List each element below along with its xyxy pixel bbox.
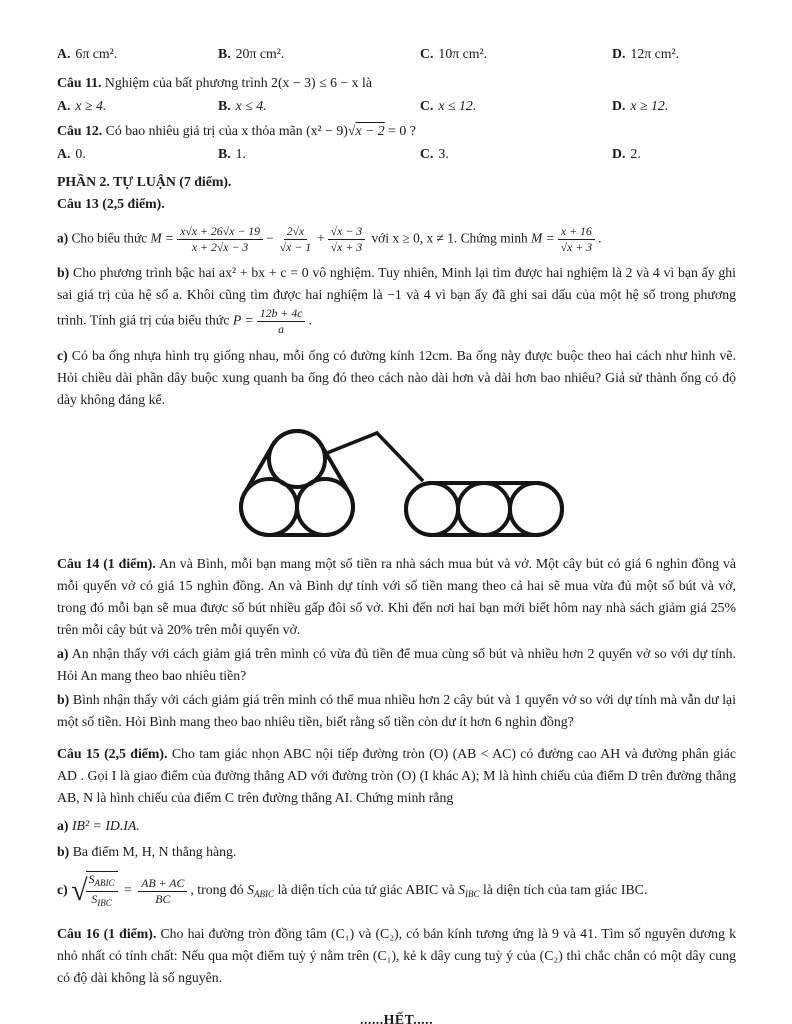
area-symbol: S	[247, 882, 254, 898]
q14b-label: b)	[57, 692, 70, 707]
answer-letter: D.	[612, 46, 626, 61]
q16-text: Cho hai đường tròn đồng tâm (C₁) và (C₂), có bán kính tương ứng là 9 và 41. Tìm số nguyên dương k nhỏ nhất có tính chất: Nếu qua một điểm tuỳ ý nằm trên (C₁), kẻ k dây cung tuỳ ý của (C₂) thì chắc chắn có một dây cung có độ dài không là số nguyên.	[57, 926, 736, 985]
q15c-text-3: là diện tích của tam giác IBC.	[479, 882, 648, 898]
q15c-text-2: là diện tích của tứ giác ABIC và	[274, 882, 459, 898]
q13b-text: Cho phương trình bậc hai ax² + bx + c = 0 vô nghiệm. Tuy nhiên, Minh lại tìm được hai nghiệm là 2 và 4 vì bạn ấy ghi sai giá trị của hệ số a. Khôi cũng tìm được hai nghiệm là −1 và 4 vì bạn ấy đã ghi sai dấu của một hệ số trong phương trình. Tính giá trị của biểu thức	[57, 265, 736, 328]
answer-text: 2.	[630, 146, 641, 161]
answer-text: x ≤ 12.	[438, 98, 477, 113]
answer-letter: C.	[420, 98, 434, 113]
pipes-figure-svg	[227, 419, 567, 545]
answer-text: 10π cm².	[438, 46, 488, 61]
answer-letter: B.	[218, 98, 231, 113]
q13c-label: c)	[57, 348, 68, 363]
q13a-intro: Cho biểu thức	[68, 230, 151, 246]
answer-text: x ≥ 12.	[630, 98, 669, 113]
q13b-p-equals: P =	[232, 312, 254, 328]
operator-minus: −	[266, 230, 274, 246]
sqrt-radical-sign: √	[71, 874, 88, 907]
answer-option-b	[218, 95, 420, 117]
q15b-label: b)	[57, 844, 70, 859]
q15b-text: Ba điểm M, H, N thẳng hàng.	[69, 844, 237, 859]
area-subscript: IBC	[97, 898, 112, 908]
fraction-denominator: √x + 3	[330, 240, 363, 254]
sqrt-sign: √	[347, 123, 356, 138]
fraction-numerator: 12b + 4c	[257, 306, 306, 322]
fraction-denominator: BC	[155, 891, 171, 906]
fraction-2	[277, 224, 314, 255]
answer-letter: A.	[57, 46, 71, 61]
answer-letter: B.	[218, 146, 231, 161]
q12-text-1: Có bao nhiêu giá trị của x thỏa mãn (x² − 9)	[102, 123, 348, 138]
answer-option-c	[420, 43, 612, 65]
answer-text: 20π cm².	[235, 46, 285, 61]
q16-number: Câu 16 (1 điểm).	[57, 926, 157, 941]
answer-option-b	[218, 143, 420, 165]
q14-number: Câu 14 (1 điểm).	[57, 556, 156, 571]
q15a-line	[57, 815, 736, 837]
q13-heading: Câu 13 (2,5 điểm).	[57, 196, 165, 211]
q16-paragraph	[57, 923, 736, 989]
q13c-text: Có ba ống nhựa hình trụ giống nhau, mỗi ống có đường kính 12cm. Ba ống này được buộc theo hai cách như hình vẽ. Hỏi chiều dài phần dây buộc xung quanh ba ống đó theo cách nào dài hơn và dài hơn bao nhiêu? Giả sử thành ống có độ dày không đáng kể.	[57, 348, 736, 407]
area-symbol: S	[91, 892, 98, 906]
q12-text-2: = 0 ?	[384, 123, 416, 138]
q14a-paragraph	[57, 643, 736, 687]
area-symbol: S	[458, 882, 466, 898]
answer-option-a	[57, 43, 218, 65]
q15c-label: c)	[57, 882, 68, 898]
part2-heading: PHẦN 2. TỰ LUẬN (7 điểm).	[57, 174, 232, 189]
q13a-condition: với x ≥ 0, x ≠ 1. Chứng minh	[368, 230, 532, 246]
fraction-denominator: √x − 1	[279, 240, 312, 254]
area-subscript: ABIC	[254, 889, 274, 900]
answer-row-q11	[57, 95, 736, 117]
answer-option-c	[420, 143, 612, 165]
sqrt-argument: x − 2	[355, 123, 385, 138]
answer-letter: B.	[218, 46, 231, 61]
q13a-formula	[57, 224, 736, 255]
q14b-text: Bình nhận thấy với cách giảm giá trên mình có thể mua nhiều hơn 2 cây bút và 1 quyển vở so với dự tính mà vẫn dư lại một số tiền. Hỏi Bình mang theo bao nhiêu tiền, biết rằng số tiền còn dư ít hơn 6 nghìn đồng?	[57, 692, 736, 729]
q12-number: Câu 12.	[57, 123, 103, 138]
fraction-numerator: x + 16	[558, 224, 595, 240]
q14b-paragraph	[57, 689, 736, 733]
q13a-label: a)	[57, 230, 69, 246]
operator-plus: +	[317, 230, 325, 246]
q14-stem	[57, 553, 736, 641]
equals-sign: =	[124, 882, 132, 898]
fraction-under-radical	[86, 871, 118, 911]
rope-line	[327, 433, 423, 481]
fraction-denominator: a	[278, 322, 285, 336]
q14a-text: An nhận thấy với cách giảm giá trên mình có vừa đủ tiền để mua cùng số bút và nhiều hơn 2 quyển vở so với dự tính. Hỏi An mang theo bao nhiêu tiền?	[57, 646, 736, 683]
q15c-line	[57, 871, 736, 911]
q12-stem	[57, 120, 736, 142]
answer-option-d	[612, 95, 736, 117]
q15-text: Cho tam giác nhọn ABC nội tiếp đường tròn (O) (AB < AC) có đường cao AH và đường phân giác AD . Gọi I là giao điểm của đường thẳng AD với đường tròn (O) (I khác A); M là hình chiếu của điểm D trên đường thẳng AB, N là hình chiếu của điểm C trên đường thẳng AI. Chứng minh rằng	[57, 746, 736, 805]
q15b-line	[57, 841, 736, 863]
q14-text: An và Bình, mỗi bạn mang một số tiền ra nhà sách mua bút và vở. Một cây bút có giá 6 nghìn đồng và mỗi quyển vở có giá 15 nghìn đồng. An và Bình dự tính với số tiền mang theo cả hai sẽ mua vừa đủ một số bút và vở, trong đó mỗi bạn sẽ mua được số bút nhiều gấp đôi số vở. Khi đến nơi hai bạn mới biết hôm nay nhà sách giảm giá 25% trên mỗi cây bút và 20% trên mỗi quyển vở.	[57, 556, 737, 637]
q13b-paragraph	[57, 262, 736, 337]
end-of-exam-marker: ......HẾT.....	[359, 1012, 434, 1024]
answer-text: 6π cm².	[75, 46, 118, 61]
answer-letter: A.	[57, 98, 71, 113]
q13a-period: .	[598, 230, 602, 246]
q13a-m-equals: M =	[150, 230, 175, 246]
q15a-text: IB² = ID.IA.	[68, 818, 140, 833]
answer-text: 12π cm².	[630, 46, 680, 61]
answer-row-q10	[57, 43, 736, 65]
area-symbol: S	[88, 872, 95, 886]
answer-option-a	[57, 143, 218, 165]
area-subscript: IBC	[465, 889, 480, 900]
answer-text: 3.	[438, 146, 449, 161]
answer-option-c	[420, 95, 612, 117]
fraction-denominator: x + 2√x − 3	[191, 240, 249, 254]
fraction-numerator: x√x + 26√x − 19	[177, 224, 263, 240]
answer-option-d	[612, 143, 736, 165]
pipes-figure	[57, 419, 736, 545]
answer-letter: C.	[420, 146, 434, 161]
fraction-4	[558, 224, 595, 255]
fraction-1	[177, 224, 263, 255]
area-subscript: ABIC	[94, 878, 115, 888]
fraction-numerator	[86, 872, 118, 892]
fraction-numerator: 2√x	[284, 224, 308, 240]
fraction-p	[257, 306, 306, 337]
q11-stem	[57, 72, 736, 94]
q13a-m-equals-2: M =	[531, 230, 555, 246]
answer-text: 0.	[75, 146, 86, 161]
answer-letter: D.	[612, 146, 626, 161]
answer-option-b	[218, 43, 420, 65]
q15-number: Câu 15 (2,5 điểm).	[57, 746, 168, 761]
q11-number: Câu 11.	[57, 75, 102, 90]
fraction-3	[328, 224, 365, 255]
q13b-period: .	[308, 312, 312, 328]
q14a-label: a)	[57, 646, 69, 661]
answer-letter: C.	[420, 46, 434, 61]
q13c-paragraph	[57, 345, 736, 411]
answer-option-d	[612, 43, 736, 65]
fraction-denominator: √x + 3	[560, 240, 593, 254]
binding-band-row	[406, 483, 562, 535]
q15a-label: a)	[57, 818, 69, 833]
answer-row-q12	[57, 143, 736, 165]
fraction-right	[138, 876, 187, 907]
answer-text: 1.	[235, 146, 247, 161]
fraction-numerator: √x − 3	[328, 224, 365, 240]
answer-letter: A.	[57, 146, 71, 161]
q11-text: Nghiệm của bất phương trình 2(x − 3) ≤ 6 − x là	[101, 75, 372, 90]
q15-stem	[57, 743, 736, 809]
answer-text: x ≤ 4.	[235, 98, 267, 113]
pipe-circle	[458, 483, 510, 535]
fraction-numerator: AB + AC	[138, 876, 187, 892]
q15c-text-1: , trong đó	[190, 882, 248, 898]
q13b-label: b)	[57, 265, 70, 280]
answer-text: x ≥ 4.	[75, 98, 107, 113]
fraction-denominator	[88, 892, 114, 911]
answer-letter: D.	[612, 98, 626, 113]
answer-option-a	[57, 95, 218, 117]
